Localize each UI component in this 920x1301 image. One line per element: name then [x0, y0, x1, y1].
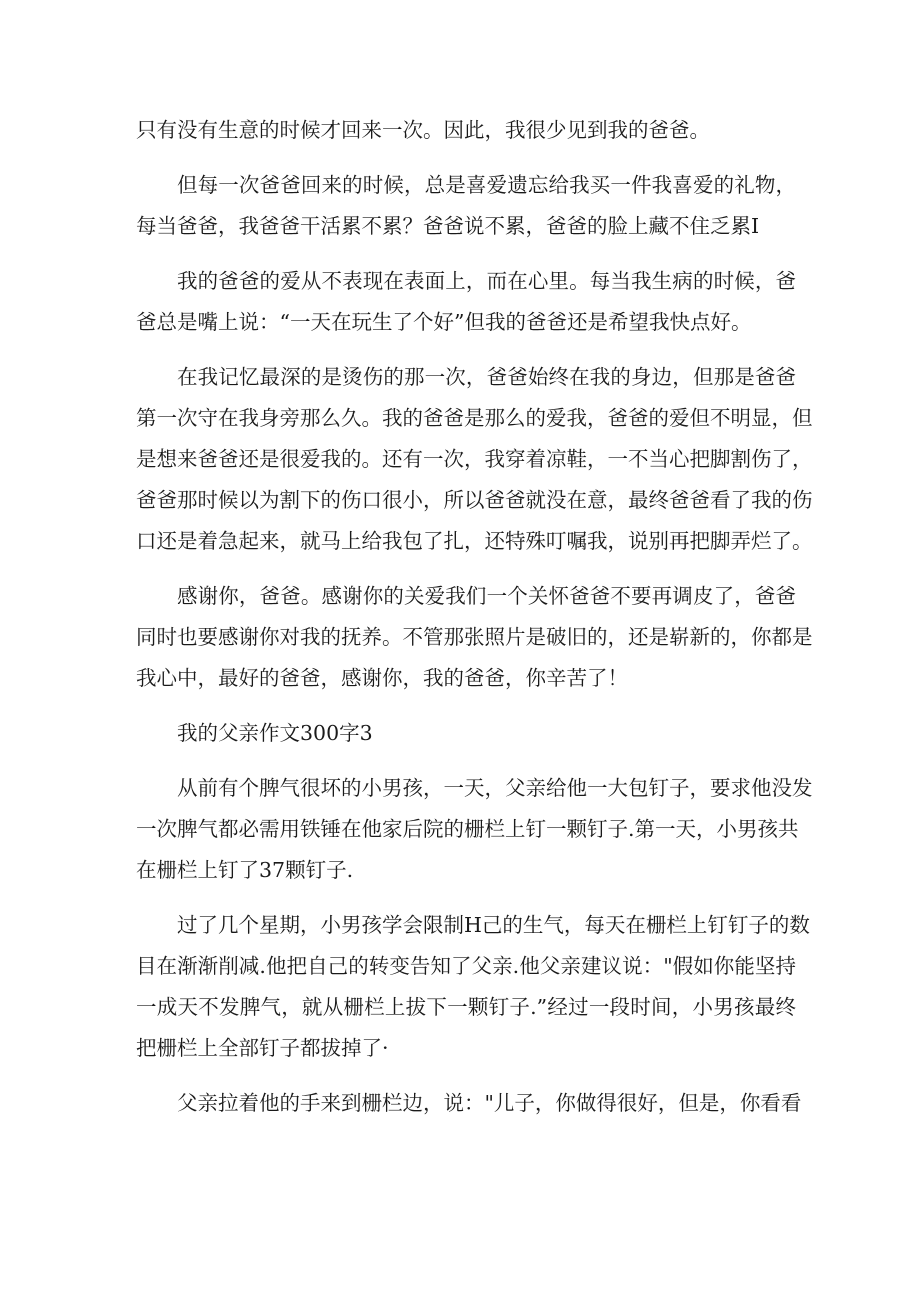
text-line: 爸总是嘴上说：“一天在玩生了个好”但我的爸爸还是希望我快点好。	[136, 310, 752, 334]
text-line: 每当爸爸，我爸爸干活累不累？爸爸说不累，爸爸的脸上藏不住乏累I	[136, 214, 760, 238]
text-line: 是想来爸爸还是很爱我的。还有一次，我穿着凉鞋，一不当心把脚割伤了，	[136, 447, 813, 471]
heading-line: 我的父亲作文300字3	[177, 721, 373, 745]
paragraph	[136, 768, 813, 891]
text-line: 同时也要感谢你对我的抚养。不管那张照片是破旧的，还是崭新的，你都是	[136, 625, 813, 649]
paragraph	[136, 165, 796, 247]
paragraph	[136, 1083, 802, 1124]
text-line: 但每一次爸爸回来的时候，总是喜爱遗忘给我买一件我喜爱的礼物，	[177, 173, 796, 197]
text-line: 爸爸那时候以为割下的伤口很小，所以爸爸就没在意，最终爸爸看了我的伤	[136, 488, 813, 512]
text-line: 过了几个星期，小男孩学会限制H己的生气，每天在栅栏上钉钉子的数	[177, 913, 810, 937]
text-line: 感谢你，爸爸。感谢你的关爱我们一个关怀爸爸不要再调皮了，爸爸	[177, 584, 796, 608]
text-line: 把栅栏上全部钉子都拔掉了·	[136, 1036, 389, 1060]
text-line: 从前有个脾气很坏的小男孩，一天，父亲给他一大包钉子，要求他没发	[177, 776, 813, 800]
text-line: 我的爸爸的爱从不表现在表面上，而在心里。每当我生病的时候，爸	[177, 269, 796, 293]
text-line: 只有没有生意的时候才回来一次。因此，我很少见到我的爸爸。	[136, 118, 710, 142]
text-line: 在我记忆最深的是烫伤的那一次，爸爸始终在我的身边，但那是爸爸	[177, 365, 796, 389]
text-line: 第一次守在我身旁那么久。我的爸爸是那么的爱我，爸爸的爱但不明显，但	[136, 406, 813, 430]
section-heading	[136, 713, 796, 754]
text-line: 一成天不发脾气，就从栅栏上拔下一颗钉子.”经过一段时间，小男孩最终	[136, 995, 796, 1019]
text-line: 在栅栏上钉了37颗钉子.	[136, 858, 354, 882]
paragraph	[136, 110, 796, 151]
text-line: 我心中，最好的爸爸，感谢你，我的爸爸，你辛苦了！	[136, 666, 628, 690]
text-line: 目在渐渐削减.他把自己的转变告知了父亲.他父亲建议说："假如你能坚持	[136, 954, 796, 978]
paragraph	[136, 576, 813, 699]
paragraph	[136, 261, 796, 343]
paragraph	[136, 357, 813, 562]
paragraph	[136, 905, 810, 1069]
document-body	[136, 110, 813, 1138]
text-line: 一次脾气都必需用铁锤在他家后院的栅栏上钉一颗钉子.第一天，小男孩共	[136, 817, 799, 841]
text-line: 口还是着急起来，就马上给我包了扎，还特殊叮嘱我，说别再把脚弄烂了。	[136, 529, 813, 553]
text-line: 父亲拉着他的手来到栅栏边，说："儿子，你做得很好，但是，你看看	[177, 1091, 802, 1115]
